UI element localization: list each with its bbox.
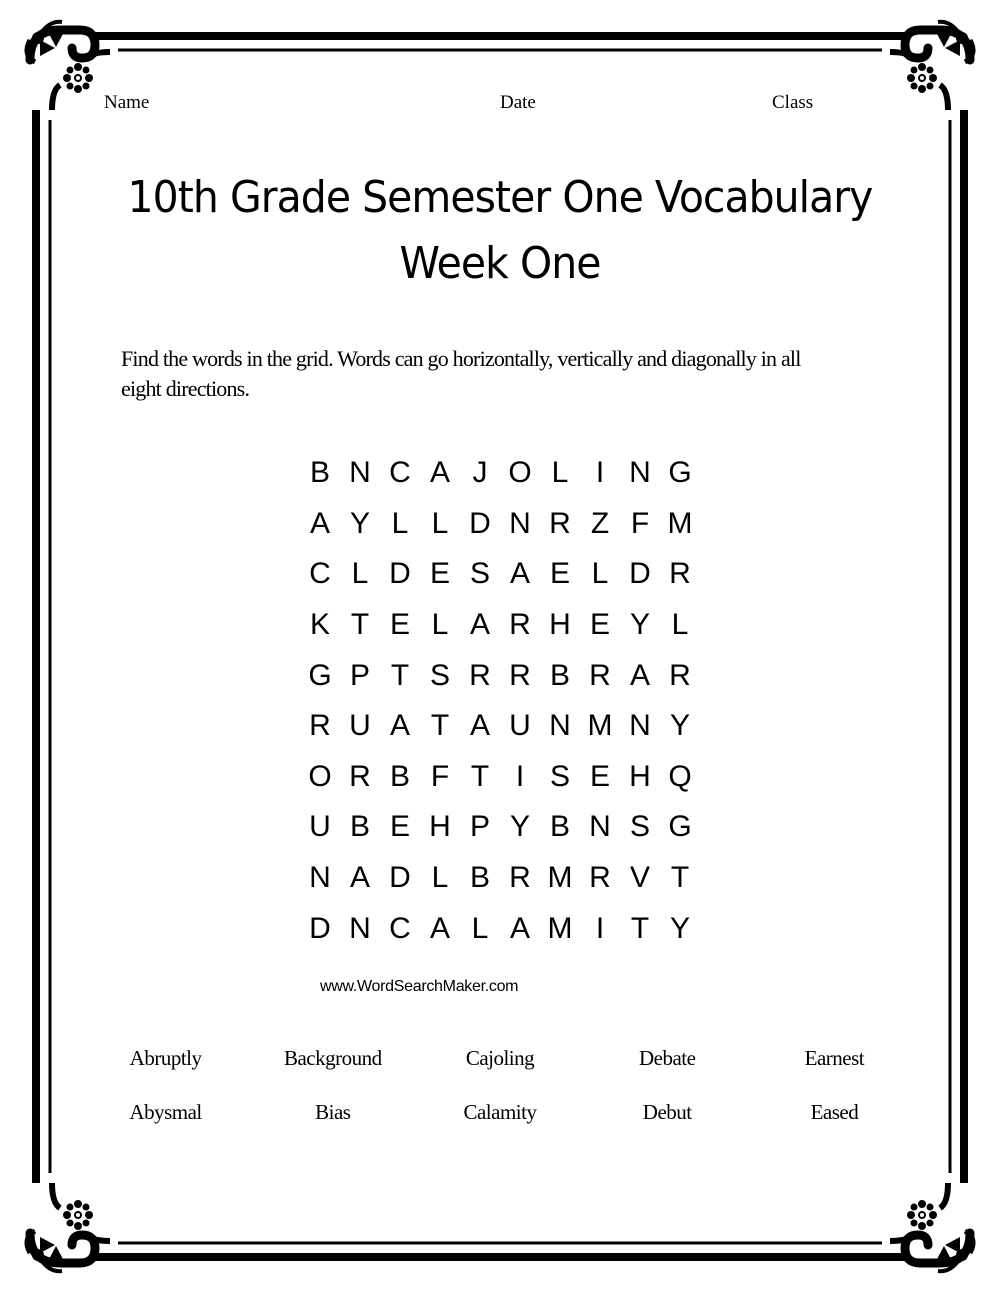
- grid-letter: A: [469, 709, 490, 743]
- word-list-item: Debut: [642, 1100, 692, 1124]
- grid-letter: Y: [629, 608, 650, 642]
- grid-letter: S: [469, 557, 490, 591]
- grid-letter: A: [629, 658, 650, 692]
- word-list-item: Cajoling: [465, 1046, 535, 1070]
- grid-letter: N: [509, 506, 531, 540]
- grid-letter: R: [309, 709, 331, 743]
- grid-letter: L: [351, 557, 369, 591]
- grid-letter: D: [389, 557, 411, 591]
- word-list: [82, 1046, 918, 1124]
- grid-letter: R: [549, 506, 571, 540]
- grid-letter: T: [350, 608, 370, 642]
- grid-letter: Y: [669, 709, 690, 743]
- grid-letter: Q: [668, 759, 692, 793]
- grid-letter: N: [549, 709, 571, 743]
- grid-letter: T: [630, 911, 650, 945]
- grid-letter: L: [431, 861, 449, 895]
- grid-letter: R: [349, 759, 371, 793]
- instructions-text: Find the words in the grid. Words can go horizontally, vertically and diagonally in all eight directions.: [121, 346, 801, 401]
- grid-letter: N: [349, 911, 371, 945]
- grid-letter: R: [589, 861, 611, 895]
- grid-row: [300, 802, 700, 853]
- grid-letter: M: [587, 709, 613, 743]
- grid-letter: D: [389, 861, 411, 895]
- word-search-grid: [300, 448, 700, 954]
- word-list-item: Background: [283, 1046, 382, 1070]
- grid-row: [300, 701, 700, 752]
- grid-letter: E: [389, 810, 410, 844]
- grid-letter: A: [509, 557, 530, 591]
- grid-letter: P: [349, 658, 370, 692]
- grid-letter: M: [667, 506, 693, 540]
- grid-letter: S: [549, 759, 570, 793]
- grid-letter: R: [589, 658, 611, 692]
- name-label: Name: [104, 92, 150, 113]
- grid-letter: Z: [590, 506, 610, 540]
- date-label: Date: [500, 92, 536, 113]
- grid-letter: H: [629, 759, 651, 793]
- grid-letter: U: [309, 810, 331, 844]
- grid-letter: B: [549, 658, 570, 692]
- grid-letter: C: [309, 557, 331, 591]
- grid-letter: P: [469, 810, 490, 844]
- grid-letter: U: [509, 709, 531, 743]
- grid-letter: C: [389, 456, 411, 490]
- grid-letter: R: [509, 608, 531, 642]
- word-list-item: Eased: [810, 1100, 859, 1124]
- grid-letter: E: [429, 557, 450, 591]
- grid-letter: A: [309, 506, 330, 540]
- grid-letter: T: [390, 658, 410, 692]
- class-label: Class: [772, 92, 814, 113]
- grid-letter: E: [389, 608, 410, 642]
- grid-letter: V: [629, 861, 650, 895]
- grid-letter: L: [591, 557, 609, 591]
- word-list-item: Calamity: [463, 1100, 537, 1124]
- grid-letter: A: [509, 911, 530, 945]
- grid-letter: L: [431, 506, 449, 540]
- grid-letter: E: [589, 759, 610, 793]
- grid-row: [300, 853, 700, 904]
- grid-letter: L: [431, 608, 449, 642]
- grid-letter: Y: [669, 911, 690, 945]
- grid-letter: J: [472, 456, 488, 490]
- word-list-item: Debate: [638, 1046, 696, 1070]
- grid-letter: K: [309, 608, 330, 642]
- grid-row: [300, 752, 700, 803]
- grid-letter: L: [471, 911, 489, 945]
- grid-row: [300, 499, 700, 550]
- grid-letter: E: [549, 557, 570, 591]
- grid-letter: F: [630, 506, 650, 540]
- grid-row: [300, 549, 700, 600]
- grid-letter: D: [309, 911, 331, 945]
- grid-letter: N: [589, 810, 611, 844]
- word-list-item: Abysmal: [129, 1100, 202, 1124]
- grid-letter: I: [515, 759, 525, 793]
- grid-letter: N: [349, 456, 371, 490]
- grid-letter: O: [308, 759, 332, 793]
- grid-letter: N: [629, 709, 651, 743]
- grid-letter: R: [509, 861, 531, 895]
- grid-letter: H: [549, 608, 571, 642]
- grid-letter: I: [595, 456, 605, 490]
- page-title: 10th Grade Semester One Vocabulary Week One: [127, 172, 873, 289]
- grid-row: [300, 600, 700, 651]
- grid-letter: B: [469, 861, 490, 895]
- grid-row: [300, 448, 700, 499]
- word-list-item: Bias: [315, 1100, 351, 1124]
- grid-letter: B: [309, 456, 330, 490]
- grid-letter: B: [549, 810, 570, 844]
- grid-letter: Y: [509, 810, 530, 844]
- grid-letter: M: [547, 911, 573, 945]
- grid-letter: T: [430, 709, 450, 743]
- grid-letter: I: [595, 911, 605, 945]
- grid-letter: L: [551, 456, 569, 490]
- grid-letter: A: [389, 709, 410, 743]
- grid-letter: O: [508, 456, 532, 490]
- grid-letter: R: [669, 658, 691, 692]
- grid-letter: T: [670, 861, 690, 895]
- grid-letter: G: [668, 810, 692, 844]
- grid-letter: R: [469, 658, 491, 692]
- grid-letter: N: [309, 861, 331, 895]
- grid-letter: F: [430, 759, 450, 793]
- grid-letter: L: [391, 506, 409, 540]
- grid-letter: A: [429, 456, 450, 490]
- grid-letter: Y: [349, 506, 370, 540]
- grid-letter: H: [429, 810, 451, 844]
- grid-letter: G: [308, 658, 332, 692]
- grid-letter: M: [547, 861, 573, 895]
- grid-letter: N: [629, 456, 651, 490]
- grid-letter: S: [429, 658, 450, 692]
- grid-row: [300, 903, 700, 954]
- website-credit: www.WordSearchMaker.com: [320, 978, 519, 995]
- grid-letter: B: [389, 759, 410, 793]
- student-info-header: [104, 92, 910, 118]
- grid-letter: A: [349, 861, 370, 895]
- grid-letter: C: [389, 911, 411, 945]
- grid-letter: B: [349, 810, 370, 844]
- grid-letter: A: [429, 911, 450, 945]
- grid-letter: S: [629, 810, 650, 844]
- grid-letter: A: [469, 608, 490, 642]
- grid-letter: G: [668, 456, 692, 490]
- grid-letter: D: [629, 557, 651, 591]
- grid-letter: E: [589, 608, 610, 642]
- grid-letter: R: [669, 557, 691, 591]
- grid-letter: R: [509, 658, 531, 692]
- grid-letter: D: [469, 506, 491, 540]
- grid-letter: U: [349, 709, 371, 743]
- word-list-item: Abruptly: [129, 1046, 202, 1070]
- grid-letter: L: [671, 608, 689, 642]
- grid-row: [300, 650, 700, 701]
- grid-letter: T: [470, 759, 490, 793]
- word-list-item: Earnest: [804, 1046, 865, 1070]
